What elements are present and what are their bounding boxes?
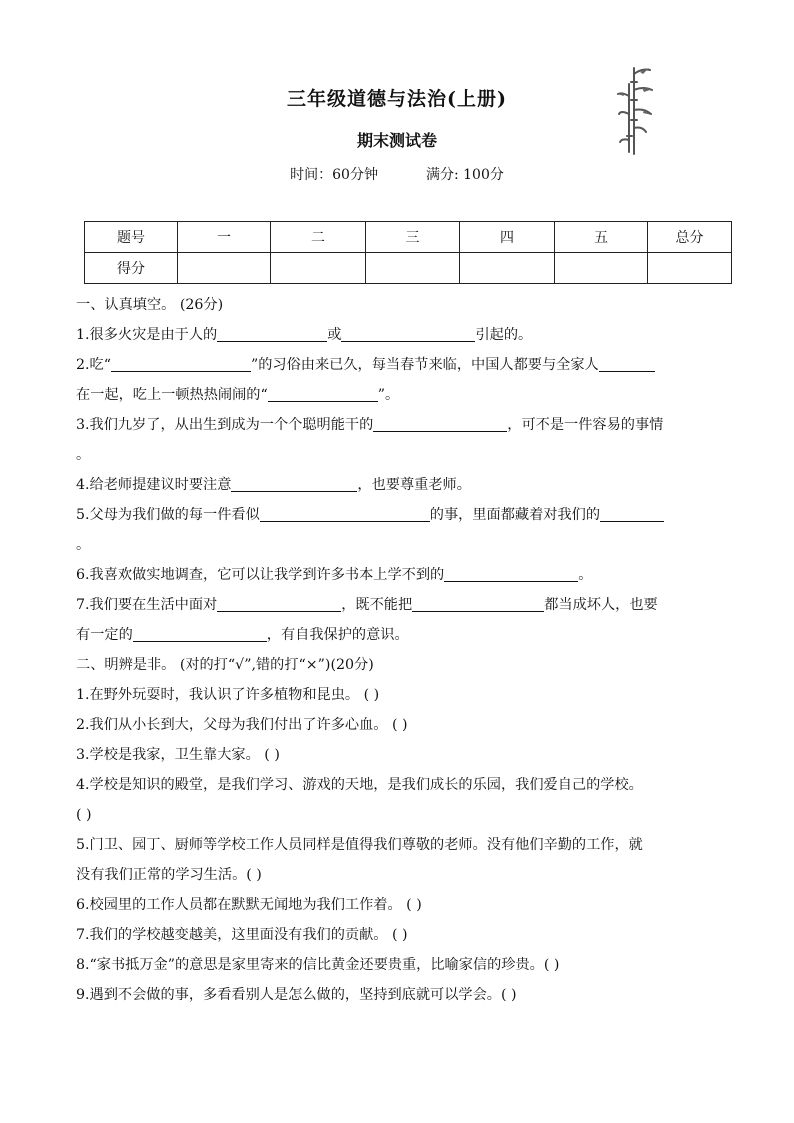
judge-question-5-continued: 没有我们正常的学习生活。( ) xyxy=(76,867,262,883)
table-cell: 二 xyxy=(271,222,366,253)
question-2-continued xyxy=(76,380,720,410)
question-text: ，有自我保护的意识。 xyxy=(266,627,409,643)
answer-blank[interactable] xyxy=(412,595,544,612)
answer-blank[interactable] xyxy=(341,325,475,342)
judge-question-6: 6.校园里的工作人员都在默默无闻地为我们工作着。 ( ) xyxy=(76,897,422,913)
question-text: 引起的。 xyxy=(475,327,533,343)
answer-blank[interactable] xyxy=(217,325,327,342)
answer-blank[interactable] xyxy=(133,625,267,642)
exam-time-score-line xyxy=(0,164,794,184)
question-text: 。 xyxy=(578,567,593,583)
question-text: 2.吃“ xyxy=(76,357,111,373)
answer-blank[interactable] xyxy=(600,505,664,522)
table-cell: 题号 xyxy=(85,222,178,253)
judge-question-7: 7.我们的学校越变越美，这里面没有我们的贡献。 ( ) xyxy=(76,927,408,943)
question-4 xyxy=(76,470,720,500)
question-text: 3.我们九岁了，从出生到成为一个个聪明能干的 xyxy=(76,417,374,433)
judge-question-4: 4.学校是知识的殿堂，是我们学习、游戏的天地，是我们成长的乐园，我们爱自己的学校。 xyxy=(76,777,643,793)
time-label: 时间：60分钟 xyxy=(290,167,378,183)
question-text: 都当成坏人，也要 xyxy=(544,597,658,613)
judge-question-8: 8.“家书抵万金”的意思是家里寄来的信比黄金还要贵重，比喻家信的珍贵。( ) xyxy=(76,957,560,973)
answer-blank[interactable] xyxy=(373,415,507,432)
table-cell: 五 xyxy=(555,222,648,253)
judge-question-1: 1.在野外玩耍时，我认识了许多植物和昆虫。 ( ) xyxy=(76,687,380,703)
question-text: ”。 xyxy=(377,387,400,403)
judge-question-5: 5.门卫、园丁、厨师等学校工作人员同样是值得我们尊敬的老师。没有他们辛勤的工作，就 xyxy=(76,837,643,853)
exam-body xyxy=(76,290,720,1010)
question-text: 5.父母为我们做的每一件看似 xyxy=(76,507,260,523)
score-input-cell[interactable] xyxy=(648,253,732,284)
question-text: 或 xyxy=(327,327,342,343)
table-cell: 得分 xyxy=(85,253,178,284)
judge-question-3: 3.学校是我家，卫生靠大家。 ( ) xyxy=(76,747,280,763)
answer-blank[interactable] xyxy=(231,475,357,492)
score-table-score-row xyxy=(85,253,732,284)
question-6 xyxy=(76,560,720,590)
exam-subtitle: 期末测试卷 xyxy=(356,131,437,150)
question-text: ，也要尊重老师。 xyxy=(357,477,471,493)
score-input-cell[interactable] xyxy=(366,253,460,284)
question-5-continued: 。 xyxy=(76,537,91,553)
table-cell: 四 xyxy=(460,222,555,253)
question-2 xyxy=(76,350,720,380)
table-cell: 总分 xyxy=(648,222,732,253)
question-text: 在一起，吃上一顿热热闹闹的“ xyxy=(76,387,268,403)
question-7-continued xyxy=(76,620,720,650)
table-cell: 一 xyxy=(178,222,271,253)
bamboo-decoration-icon xyxy=(616,64,656,156)
question-7 xyxy=(76,590,720,620)
question-text: 6.我喜欢做实地调查，它可以让我学到许多书本上学不到的 xyxy=(76,567,445,583)
answer-blank[interactable] xyxy=(268,385,378,402)
question-text: 4.给老师提建议时要注意 xyxy=(76,477,232,493)
score-input-cell[interactable] xyxy=(555,253,648,284)
question-3 xyxy=(76,410,720,440)
exam-title: 三年级道德与法治(上册) xyxy=(287,88,507,110)
question-text: ，可不是一件容易的事情 xyxy=(507,417,664,433)
section-heading: 一、认真填空。 (26分) xyxy=(76,297,224,313)
table-cell: 三 xyxy=(366,222,460,253)
question-3-continued: 。 xyxy=(76,447,91,463)
question-5 xyxy=(76,500,720,530)
score-table xyxy=(84,221,732,284)
answer-blank[interactable] xyxy=(217,595,341,612)
section-heading: 二、明辨是非。 (对的打“√”,错的打“×”)(20分) xyxy=(76,657,374,673)
question-text: 1.很多火灾是由于人的 xyxy=(76,327,218,343)
answer-blank[interactable] xyxy=(444,565,578,582)
judge-question-2: 2.我们从小长到大，父母为我们付出了许多心血。 ( ) xyxy=(76,717,408,733)
question-text: 7.我们要在生活中面对 xyxy=(76,597,218,613)
judge-question-9: 9.遇到不会做的事，多看看别人是怎么做的，坚持到底就可以学会。( ) xyxy=(76,987,517,1003)
score-input-cell[interactable] xyxy=(178,253,271,284)
question-1 xyxy=(76,320,720,350)
question-text: ”的习俗由来已久，每当春节来临，中国人都要与全家人 xyxy=(250,357,599,373)
question-text: ，既不能把 xyxy=(341,597,413,613)
score-input-cell[interactable] xyxy=(271,253,366,284)
answer-blank[interactable] xyxy=(111,355,251,372)
question-text: 的事，里面都藏着对我们的 xyxy=(429,507,601,523)
answer-blank[interactable] xyxy=(260,505,430,522)
score-input-cell[interactable] xyxy=(460,253,555,284)
score-label: 满分: 100分 xyxy=(425,167,504,183)
judge-question-4-continued: ( ) xyxy=(76,807,92,823)
score-table-header-row xyxy=(85,222,732,253)
question-text: 有一定的 xyxy=(76,627,133,643)
answer-blank[interactable] xyxy=(599,355,655,372)
